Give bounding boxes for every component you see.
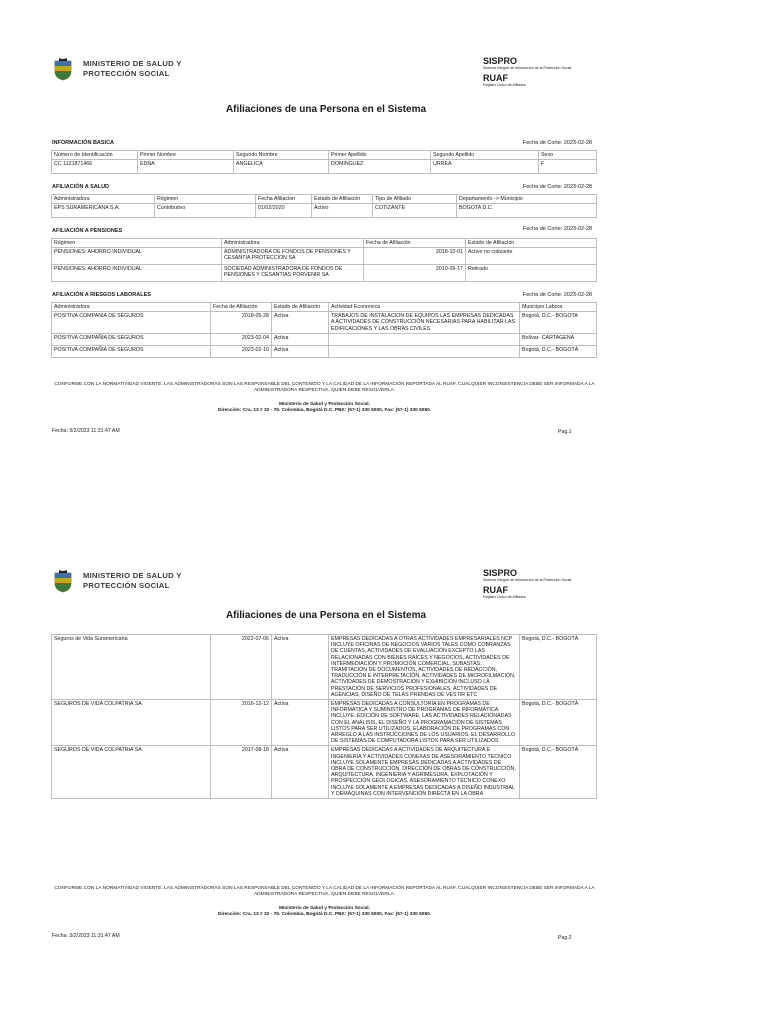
table-cell: COTIZANTE bbox=[373, 204, 457, 218]
header-cell: Tipo de Afiliado bbox=[373, 195, 457, 204]
ministry-name-line1: MINISTERIO DE SALUD Y bbox=[83, 59, 182, 68]
header-cell: Sexo bbox=[539, 151, 597, 160]
header-cell: Segundo Nombre bbox=[234, 151, 329, 160]
header-cell: Municipio Labora bbox=[520, 303, 597, 312]
section-title-pensiones: AFILIACIÓN A PENSIONES bbox=[52, 228, 123, 234]
table-cell: Activo bbox=[312, 204, 373, 218]
table-cell: ADMINISTRADORA DE FONDOS DE PENSIONES Y CESANTIA PROTECCION SA bbox=[222, 248, 364, 265]
sispro-subtitle: Sistema Integral de Información de la Protección Social bbox=[483, 578, 572, 582]
table-cell: TRABAJOS DE INSTALACION DE EQUIPOS LAS EMPRESAS DEDICADAS A ACTIVIDADES DE CONSTRUCCIÓN NECESARIAS PARA HABILITAR LAS EDIFICACIONES Y LAS OBRAS CIVILES bbox=[329, 312, 520, 334]
ministry-logo bbox=[52, 57, 182, 81]
page-number: Pag.2 bbox=[558, 935, 572, 941]
sispro-subtitle: Sistema Integral de Información de la Protección Social bbox=[483, 66, 572, 70]
table-cell: Bogotá, D.C.- BOGOTÁ bbox=[520, 345, 597, 357]
table-row bbox=[52, 345, 597, 357]
colombia-crest-icon bbox=[52, 57, 74, 81]
header-cell: Estado de Afiliación bbox=[466, 239, 597, 248]
sispro-ruaf-brand bbox=[483, 56, 571, 88]
page-title: Afiliaciones de una Persona en el Sistema bbox=[225, 104, 427, 115]
table-cell: POSITIVA COMPAÑIA DE SEGUROS bbox=[52, 333, 211, 345]
header-cell: Administradora bbox=[222, 239, 364, 248]
table-cell: F bbox=[539, 160, 597, 174]
ministry-name-line2: PROTECCIÓN SOCIAL bbox=[83, 69, 170, 78]
table-row bbox=[52, 333, 597, 345]
table-cell: POSITIVA COMPANIA DE SEGUROS bbox=[52, 312, 211, 334]
section-title-riesgos: AFILIACIÓN A RIESGOS LABORALES bbox=[52, 292, 151, 298]
fecha-corte-salud: Fecha de Corte: 2023-02-28 bbox=[522, 184, 592, 190]
table-cell: 2016-12-12 bbox=[211, 700, 272, 746]
table-cell: 01/02/2020 bbox=[256, 204, 312, 218]
table-cell: SEGUROS DE VIDA COLPATRIA SA bbox=[52, 746, 211, 799]
table-cell: 2017-08-18 bbox=[211, 746, 272, 799]
table-cell: CC 1121871466 bbox=[52, 160, 138, 174]
table-cell: Seguros de Vida Suramericana bbox=[52, 635, 211, 700]
header-cell: Fecha Afiliacion bbox=[256, 195, 312, 204]
table-row bbox=[52, 204, 597, 218]
sispro-ruaf-brand bbox=[483, 568, 571, 600]
ruaf-subtitle: Registro Único de Afiliados bbox=[483, 595, 526, 599]
colombia-crest-icon bbox=[52, 569, 74, 593]
salud-table bbox=[51, 194, 597, 218]
table-cell: Activa bbox=[272, 345, 329, 357]
table-cell: Activa bbox=[272, 700, 329, 746]
table-cell: Bogotá, D.C.- BOGOTA bbox=[520, 312, 597, 334]
table-cell: PENSIONES: AHORRO INDIVIDUAL bbox=[52, 248, 222, 265]
header-cell: Segundo Apellido bbox=[431, 151, 539, 160]
ruaf-label: RUAF bbox=[483, 585, 508, 595]
header-cell: Fecha de Afiliación bbox=[211, 303, 272, 312]
sispro-label: SISPRO bbox=[483, 56, 518, 66]
table-cell: PENSIONES: AHORRO INDIVIDUAL bbox=[52, 265, 222, 282]
table-cell: SOCIEDAD ADMINISTRADORA DE FONDOS DE PENSIONES Y CESANTIAS PORVENIR SA bbox=[222, 265, 364, 282]
report-page-2 bbox=[0, 512, 768, 1024]
table-cell: Activa bbox=[272, 333, 329, 345]
riesgos-table bbox=[51, 302, 597, 358]
header-cell: Actividad Economica bbox=[329, 303, 520, 312]
print-date: Fecha: 3/2/2023 11:31:47 AM bbox=[52, 933, 120, 939]
table-cell: Retirado bbox=[466, 265, 597, 282]
section-title-salud: AFILIACIÓN A SALUD bbox=[52, 184, 110, 190]
table-cell: Bolívar- CARTAGENA bbox=[520, 333, 597, 345]
table-cell: Activa bbox=[272, 746, 329, 799]
table-cell: EMPRESAS DEDICADAS A ACTIVIDADES DE ARQUITECTURA E INGENIERIA Y ACTIVIDADES CONEXAS DE ASESORAMIENTO TECNICO INCLUYE SOLAMENTE EMPRESAS DEDICADAS A ACTIVIDADES DE OBRA DE CONSTRUCCIÓN, DIRECCIÓN DE OBRAS DE CONSTRUCCIÓN, ARQUITECTURA, INGENIERIA Y AGRIMESURA, EXPLOTACIÓN Y PROSPECCIÓN GEOLOGICAS, ASESORAMIENTO TÉCNICO CONEXO INCLUYE SOLAMENTE A EMPRESAS DEDICADAS A DISEÑO INDUSTRIAL Y DEMÁQUINAS CON INTERVENCIÓN DIRECTA EN LA OBRA bbox=[329, 746, 520, 799]
header-cell: Administradora bbox=[52, 303, 211, 312]
table-header-row bbox=[52, 303, 597, 312]
header-cell: Régimen bbox=[52, 239, 222, 248]
header-cell: Régimen bbox=[155, 195, 256, 204]
table-cell bbox=[329, 345, 520, 357]
fecha-corte-basica: Fecha de Corte: 2023-02-28 bbox=[522, 140, 592, 146]
table-cell: EDNA bbox=[138, 160, 234, 174]
page-number: Pag.1 bbox=[558, 429, 572, 435]
table-row bbox=[52, 700, 597, 746]
table-cell: 2018-10-01 bbox=[364, 248, 466, 265]
footer-address: Dirección: Cra. 13 # 32 - 76. Colombia, Bogotá D.C. PBX: (57-1) 330 5000, Fax: (57-1) 330 5050. bbox=[217, 912, 432, 917]
table-row bbox=[52, 746, 597, 799]
table-cell: SEGUROS DE VIDA COLPATRIA SA bbox=[52, 700, 211, 746]
table-header-row bbox=[52, 239, 597, 248]
ruaf-label: RUAF bbox=[483, 73, 508, 83]
section-title-basica: INFORMACIÓN BASICA bbox=[52, 140, 115, 146]
riesgos-table-continued bbox=[51, 634, 597, 799]
ruaf-subtitle: Registro Único de Afiliados bbox=[483, 83, 526, 87]
header-cell: Primer Nombre bbox=[138, 151, 234, 160]
table-cell: URREA bbox=[431, 160, 539, 174]
table-cell: Bogotá, D.C.- BOGOTÁ bbox=[520, 700, 597, 746]
table-row bbox=[52, 160, 597, 174]
table-cell: 2010-09-17 bbox=[364, 265, 466, 282]
sispro-label: SISPRO bbox=[483, 568, 518, 578]
table-cell: POSITIVA COMPAÑIA DE SEGUROS bbox=[52, 345, 211, 357]
footer-ministry: Ministerio de Salud y Protección Social. bbox=[279, 402, 370, 407]
table-row bbox=[52, 265, 597, 282]
table-cell: 2022-07-06 bbox=[211, 635, 272, 700]
table-cell: Activo no cotizante bbox=[466, 248, 597, 265]
header-cell: Estado de Afiliación bbox=[272, 303, 329, 312]
page-title: Afiliaciones de una Persona en el Sistema bbox=[225, 610, 427, 621]
table-row bbox=[52, 635, 597, 700]
header-cell: Número de Identificación bbox=[52, 151, 138, 160]
header-cell: Primer Apellido bbox=[329, 151, 431, 160]
legal-notice: CONFORME CON LA NORMATIVIDAD VIGENTE, LAS ADMINISTRADORAS SON LAS RESPONSABLE DEL CONTENIDO Y LA CALIDAD DE LA INFORMACIÓN REPORTADA AL RUAF, CUALQUIER INCONSISTENCIA DEBE SER INFORMADA A LA ADMINISTRADORA RESPECTIVA, QUIEN DEBE RESOLVERLA. bbox=[54, 382, 595, 393]
table-cell: Bogotá, D.C.- BOGOTÁ bbox=[520, 635, 597, 700]
ministry-name-line2: PROTECCIÓN SOCIAL bbox=[83, 581, 170, 590]
table-header-row bbox=[52, 151, 597, 160]
table-cell: 2018-05-28 bbox=[211, 312, 272, 334]
table-cell: Activa bbox=[272, 312, 329, 334]
table-cell: EPS SURAMERICANA S.A. bbox=[52, 204, 155, 218]
table-cell: EMPRESAS DEDICADAS A CONSULTORÍA EN PROGRAMAS DE INFORMÁTICA Y SUMINISTRO DE PROGRAMAS DE INFORMÁTICA INCLUYE: EDICIÓN DE SOFTWARE, LAS ACTIVIDADES RELACIONADAS CON EL ANÁLISIS, EL DISEÑO Y LA PROGRAMACIÓN DE SISTEMAS LISTOS PARA SER UTILIZADOS, ELABORACIÓN DE PROGRAMAS CON ARREGLO A LAS INSTRUCCIONES DE LOS USUARIOS, EL DESARROLLO DE SISTEMAS DE COMPUTADORA LISTOS PARA SER UTILIZADOS bbox=[329, 700, 520, 746]
ministry-logo bbox=[52, 569, 182, 593]
fecha-corte-pensiones: Fecha de Corte: 2023-02-28 bbox=[522, 226, 592, 232]
footer-ministry: Ministerio de Salud y Protección Social. bbox=[279, 906, 370, 911]
table-cell: EMPRESAS DEDICADAS A OTRAS ACTIVIDADES EMPRESARIALES NCP INCLUYE OFICINAS DE NEGOCIOS VARIOS TALES COMO COBRANZAS DE CUENTAS, ACTIVIDADES DE EVALUACIÓN EXCEPTO LAS RELACIONADAS CON BIENES RAÍCES Y NEGOCIOS, ACTIVIDADES DE INTERMEDIACIÓN Y PROMOCIÓN COMERCIAL, SUBASTAS, TRAMITACIÓN DE DOCUMENTOS, ACTIVIDADES DE REDACCIÓN, TRADUCCIÓN E INTERPRETACIÓN, ACTIVIDADES DE MICROFILMACIÓN, ACTIVIDADES DE DEMOSTRACIÓN Y EXHIBICIÓN INCLUSO LA PRESTACIÓN DE SERVICIOS PROFESIONALES, ACTIVIDADES DE AGENCIAS, DISEÑO DE TELAS PRENDAS DE VESTIR ETC bbox=[329, 635, 520, 700]
table-cell: Activa bbox=[272, 635, 329, 700]
table-cell: DOMINGUEZ bbox=[329, 160, 431, 174]
table-row bbox=[52, 312, 597, 334]
ministry-name-line1: MINISTERIO DE SALUD Y bbox=[83, 571, 182, 580]
pensiones-table bbox=[51, 238, 597, 282]
legal-notice: CONFORME CON LA NORMATIVIDAD VIGENTE, LAS ADMINISTRADORAS SON LAS RESPONSABLE DEL CONTENIDO Y LA CALIDAD DE LA INFORMACIÓN REPORTADA AL RUAF, CUALQUIER INCONSISTENCIA DEBE SER INFORMADA A LA ADMINISTRADORA RESPECTIVA, QUIEN DEBE RESOLVERLA. bbox=[54, 886, 595, 897]
table-cell: Bogotá, D.C.- BOGOTÁ bbox=[520, 746, 597, 799]
basica-table bbox=[51, 150, 597, 174]
table-header-row bbox=[52, 195, 597, 204]
header-cell: Administradora bbox=[52, 195, 155, 204]
print-date: Fecha: 3/2/2023 11:31:47 AM bbox=[52, 428, 120, 434]
table-cell: 2023-02-10 bbox=[211, 345, 272, 357]
fecha-corte-riesgos: Fecha de Corte: 2023-02-28 bbox=[522, 292, 592, 298]
table-row bbox=[52, 248, 597, 265]
header-cell: Estado de Afiliación bbox=[312, 195, 373, 204]
table-cell: BOGOTA D.C. bbox=[457, 204, 597, 218]
table-cell: Contributivo bbox=[155, 204, 256, 218]
table-cell: 2023-02-04 bbox=[211, 333, 272, 345]
header-cell: Departamento -> Municipio bbox=[457, 195, 597, 204]
header-cell: Fecha de Afiliación bbox=[364, 239, 466, 248]
table-cell bbox=[329, 333, 520, 345]
footer-address: Dirección: Cra. 13 # 32 - 76. Colombia, Bogotá D.C. PBX: (57-1) 330 5000, Fax: (57-1) 330 5050. bbox=[217, 408, 432, 413]
table-cell: ANGELICA bbox=[234, 160, 329, 174]
